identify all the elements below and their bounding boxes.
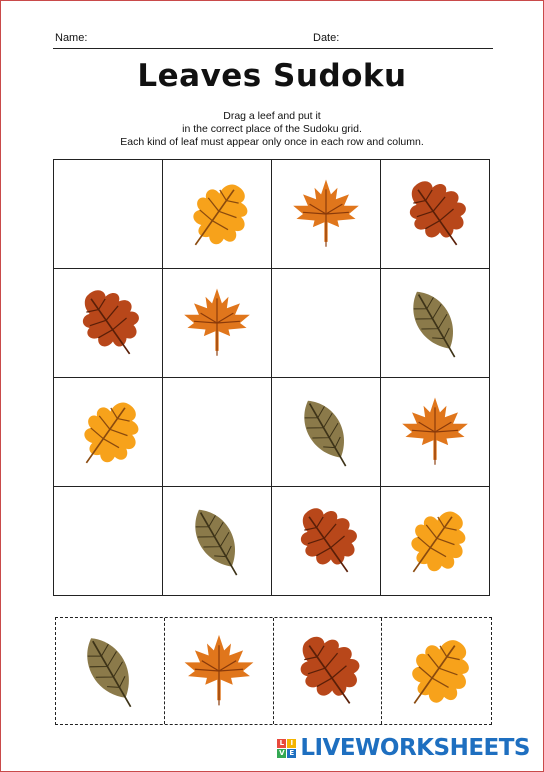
grid-cell-r3-c2[interactable] <box>163 378 272 487</box>
grid-cell-r1-c1[interactable] <box>54 160 163 269</box>
badge-letter-3: V <box>279 748 285 757</box>
leaf-bank <box>55 617 492 725</box>
draggable-orange-maple-leaf[interactable] <box>165 618 274 724</box>
red-oak-leaf-icon <box>67 282 149 364</box>
red-oak-leaf-icon <box>284 628 370 714</box>
grid-cell-r4-c1[interactable] <box>54 487 163 596</box>
yellow-oak-leaf-icon <box>394 628 480 714</box>
grid-cell-r1-c4 <box>381 160 490 269</box>
instruction-line-3: Each kind of leaf must appear only once in each row and column. <box>120 136 424 148</box>
yellow-oak-leaf-icon <box>67 391 149 473</box>
yellow-oak-leaf-icon <box>394 500 476 582</box>
header-rule <box>53 48 493 49</box>
draggable-olive-leaf[interactable] <box>56 618 165 724</box>
instruction-line-1: Drag a leef and put it <box>223 110 321 122</box>
grid-cell-r1-c3 <box>272 160 381 269</box>
grid-cell-r3-c1 <box>54 378 163 487</box>
orange-maple-leaf-icon <box>176 628 262 714</box>
grid-cell-r3-c3 <box>272 378 381 487</box>
badge-letter-1: L <box>277 739 286 748</box>
olive-leaf-icon <box>67 628 153 714</box>
grid-cell-r1-c2 <box>163 160 272 269</box>
liveworksheets-logo <box>277 734 530 762</box>
orange-maple-leaf-icon <box>176 282 258 364</box>
olive-leaf-icon <box>285 391 367 473</box>
instruction-line-2: in the correct place of the Sudoku grid. <box>182 123 362 135</box>
name-label: Name: <box>55 32 88 44</box>
page-title: Leaves Sudoku <box>137 58 407 94</box>
grid-cell-r2-c4 <box>381 269 490 378</box>
grid-cell-r4-c4 <box>381 487 490 596</box>
olive-leaf-icon <box>394 282 476 364</box>
red-oak-leaf-icon <box>394 173 476 255</box>
yellow-oak-leaf-icon <box>176 173 258 255</box>
date-label: Date: <box>313 32 340 44</box>
orange-maple-leaf-icon <box>394 391 476 473</box>
draggable-yellow-oak-leaf[interactable] <box>382 618 491 724</box>
badge-letter-2: I <box>287 739 296 748</box>
draggable-red-oak-leaf[interactable] <box>274 618 383 724</box>
orange-maple-leaf-icon <box>285 173 367 255</box>
grid-cell-r2-c1 <box>54 269 163 378</box>
sudoku-grid <box>53 159 490 596</box>
live-badge <box>277 739 296 758</box>
grid-cell-r4-c2 <box>163 487 272 596</box>
grid-cell-r4-c3 <box>272 487 381 596</box>
grid-cell-r3-c4 <box>381 378 490 487</box>
badge-letter-4: E <box>287 749 296 758</box>
grid-cell-r2-c2 <box>163 269 272 378</box>
red-oak-leaf-icon <box>285 500 367 582</box>
grid-cell-r2-c3[interactable] <box>272 269 381 378</box>
olive-leaf-icon <box>176 500 258 582</box>
logo-text: LIVEWORKSHEETS <box>300 735 530 761</box>
